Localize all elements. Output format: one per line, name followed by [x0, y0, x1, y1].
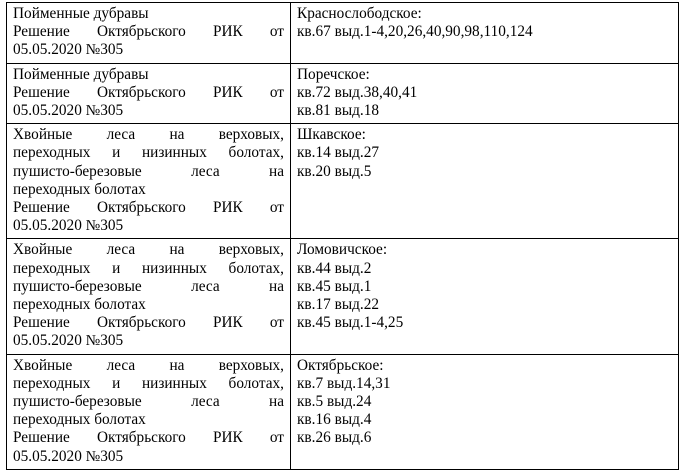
- table-body: [7, 3, 679, 470]
- table-row: [7, 3, 679, 64]
- quarter-allotment-line: кв.16 выд.4: [297, 411, 372, 429]
- forestry-name: Октябрьское:: [297, 356, 384, 374]
- forest-type-line: переходных болотах: [13, 411, 146, 429]
- forest-type-line: переходных болотах: [13, 296, 146, 314]
- table-row: [7, 354, 679, 469]
- forestry-location-cell: [291, 354, 679, 469]
- quarter-allotment-line: кв.72 выд.38,40,41: [297, 83, 418, 101]
- forest-type-line: Решение Октябрьского РИК от: [13, 83, 284, 101]
- quarter-allotment-line: кв.81 выд.18: [297, 102, 380, 120]
- forestry-name: Поречское:: [297, 65, 370, 83]
- forestry-name: Ломовичское:: [297, 241, 388, 259]
- quarter-allotment-line: кв.26 выд.6: [297, 429, 372, 447]
- forest-type-line: Решение Октябрьского РИК от: [13, 23, 284, 41]
- quarter-allotment-line: кв.45 выд.1-4,25: [297, 314, 404, 332]
- forest-type-line: пушисто-березовые леса на: [13, 277, 284, 295]
- forest-type-line: Пойменные дубравы: [13, 5, 149, 22]
- quarter-allotment-line: кв.20 выд.5: [297, 162, 372, 180]
- protected-areas-table: [6, 2, 679, 470]
- forest-type-cell: [7, 239, 291, 354]
- quarter-allotment-line: кв.44 выд.2: [297, 259, 372, 277]
- forest-type-line: пушисто-березовые леса на: [13, 393, 284, 411]
- forest-type-line: переходных болотах: [13, 180, 146, 198]
- forest-type-line: Пойменные дубравы: [13, 65, 149, 83]
- forest-type-line: Решение Октябрьского РИК от: [13, 314, 284, 332]
- forest-type-line: 05.05.2020 №305: [13, 41, 124, 59]
- forest-type-line: 05.05.2020 №305: [13, 217, 124, 235]
- table-row: [7, 124, 679, 239]
- forestry-location-cell: [291, 239, 679, 354]
- forestry-name: Шкавское:: [297, 126, 366, 144]
- forest-type-line: 05.05.2020 №305: [13, 447, 124, 465]
- forest-type-line: переходных и низинных болотах,: [13, 259, 284, 277]
- forest-type-line: Хвойные леса на верховых,: [13, 241, 284, 259]
- table-row: [7, 239, 679, 354]
- forestry-location-cell: [291, 124, 679, 239]
- quarter-allotment-line: кв.17 выд.22: [297, 296, 380, 314]
- table-row: [7, 63, 679, 124]
- forest-type-cell: [7, 63, 291, 124]
- quarter-allotment-line: кв.45 выд.1: [297, 277, 372, 295]
- quarter-allotment-line: кв.7 выд.14,31: [297, 374, 391, 392]
- forestry-location-cell: [291, 3, 679, 64]
- forest-type-line: Хвойные леса на верховых,: [13, 126, 284, 144]
- forest-type-line: пушисто-березовые леса на: [13, 162, 284, 180]
- forest-type-cell: [7, 124, 291, 239]
- forest-type-line: 05.05.2020 №305: [13, 332, 124, 350]
- forest-type-cell: [7, 3, 291, 64]
- forest-type-cell: [7, 354, 291, 469]
- forest-type-line: Хвойные леса на верховых,: [13, 356, 284, 374]
- forest-type-line: переходных и низинных болотах,: [13, 144, 284, 162]
- forest-type-line: 05.05.2020 №305: [13, 102, 124, 120]
- quarter-allotment-line: кв.14 выд.27: [297, 144, 380, 162]
- forestry-name: Краснослободское:: [297, 5, 422, 22]
- forest-type-line: Решение Октябрьского РИК от: [13, 429, 284, 447]
- quarter-allotment-line: кв.67 выд.1-4,20,26,40,90,98,110,124: [297, 23, 533, 41]
- forestry-location-cell: [291, 63, 679, 124]
- quarter-allotment-line: кв.5 выд.24: [297, 393, 372, 411]
- forest-type-line: Решение Октябрьского РИК от: [13, 199, 284, 217]
- forest-type-line: переходных и низинных болотах,: [13, 374, 284, 392]
